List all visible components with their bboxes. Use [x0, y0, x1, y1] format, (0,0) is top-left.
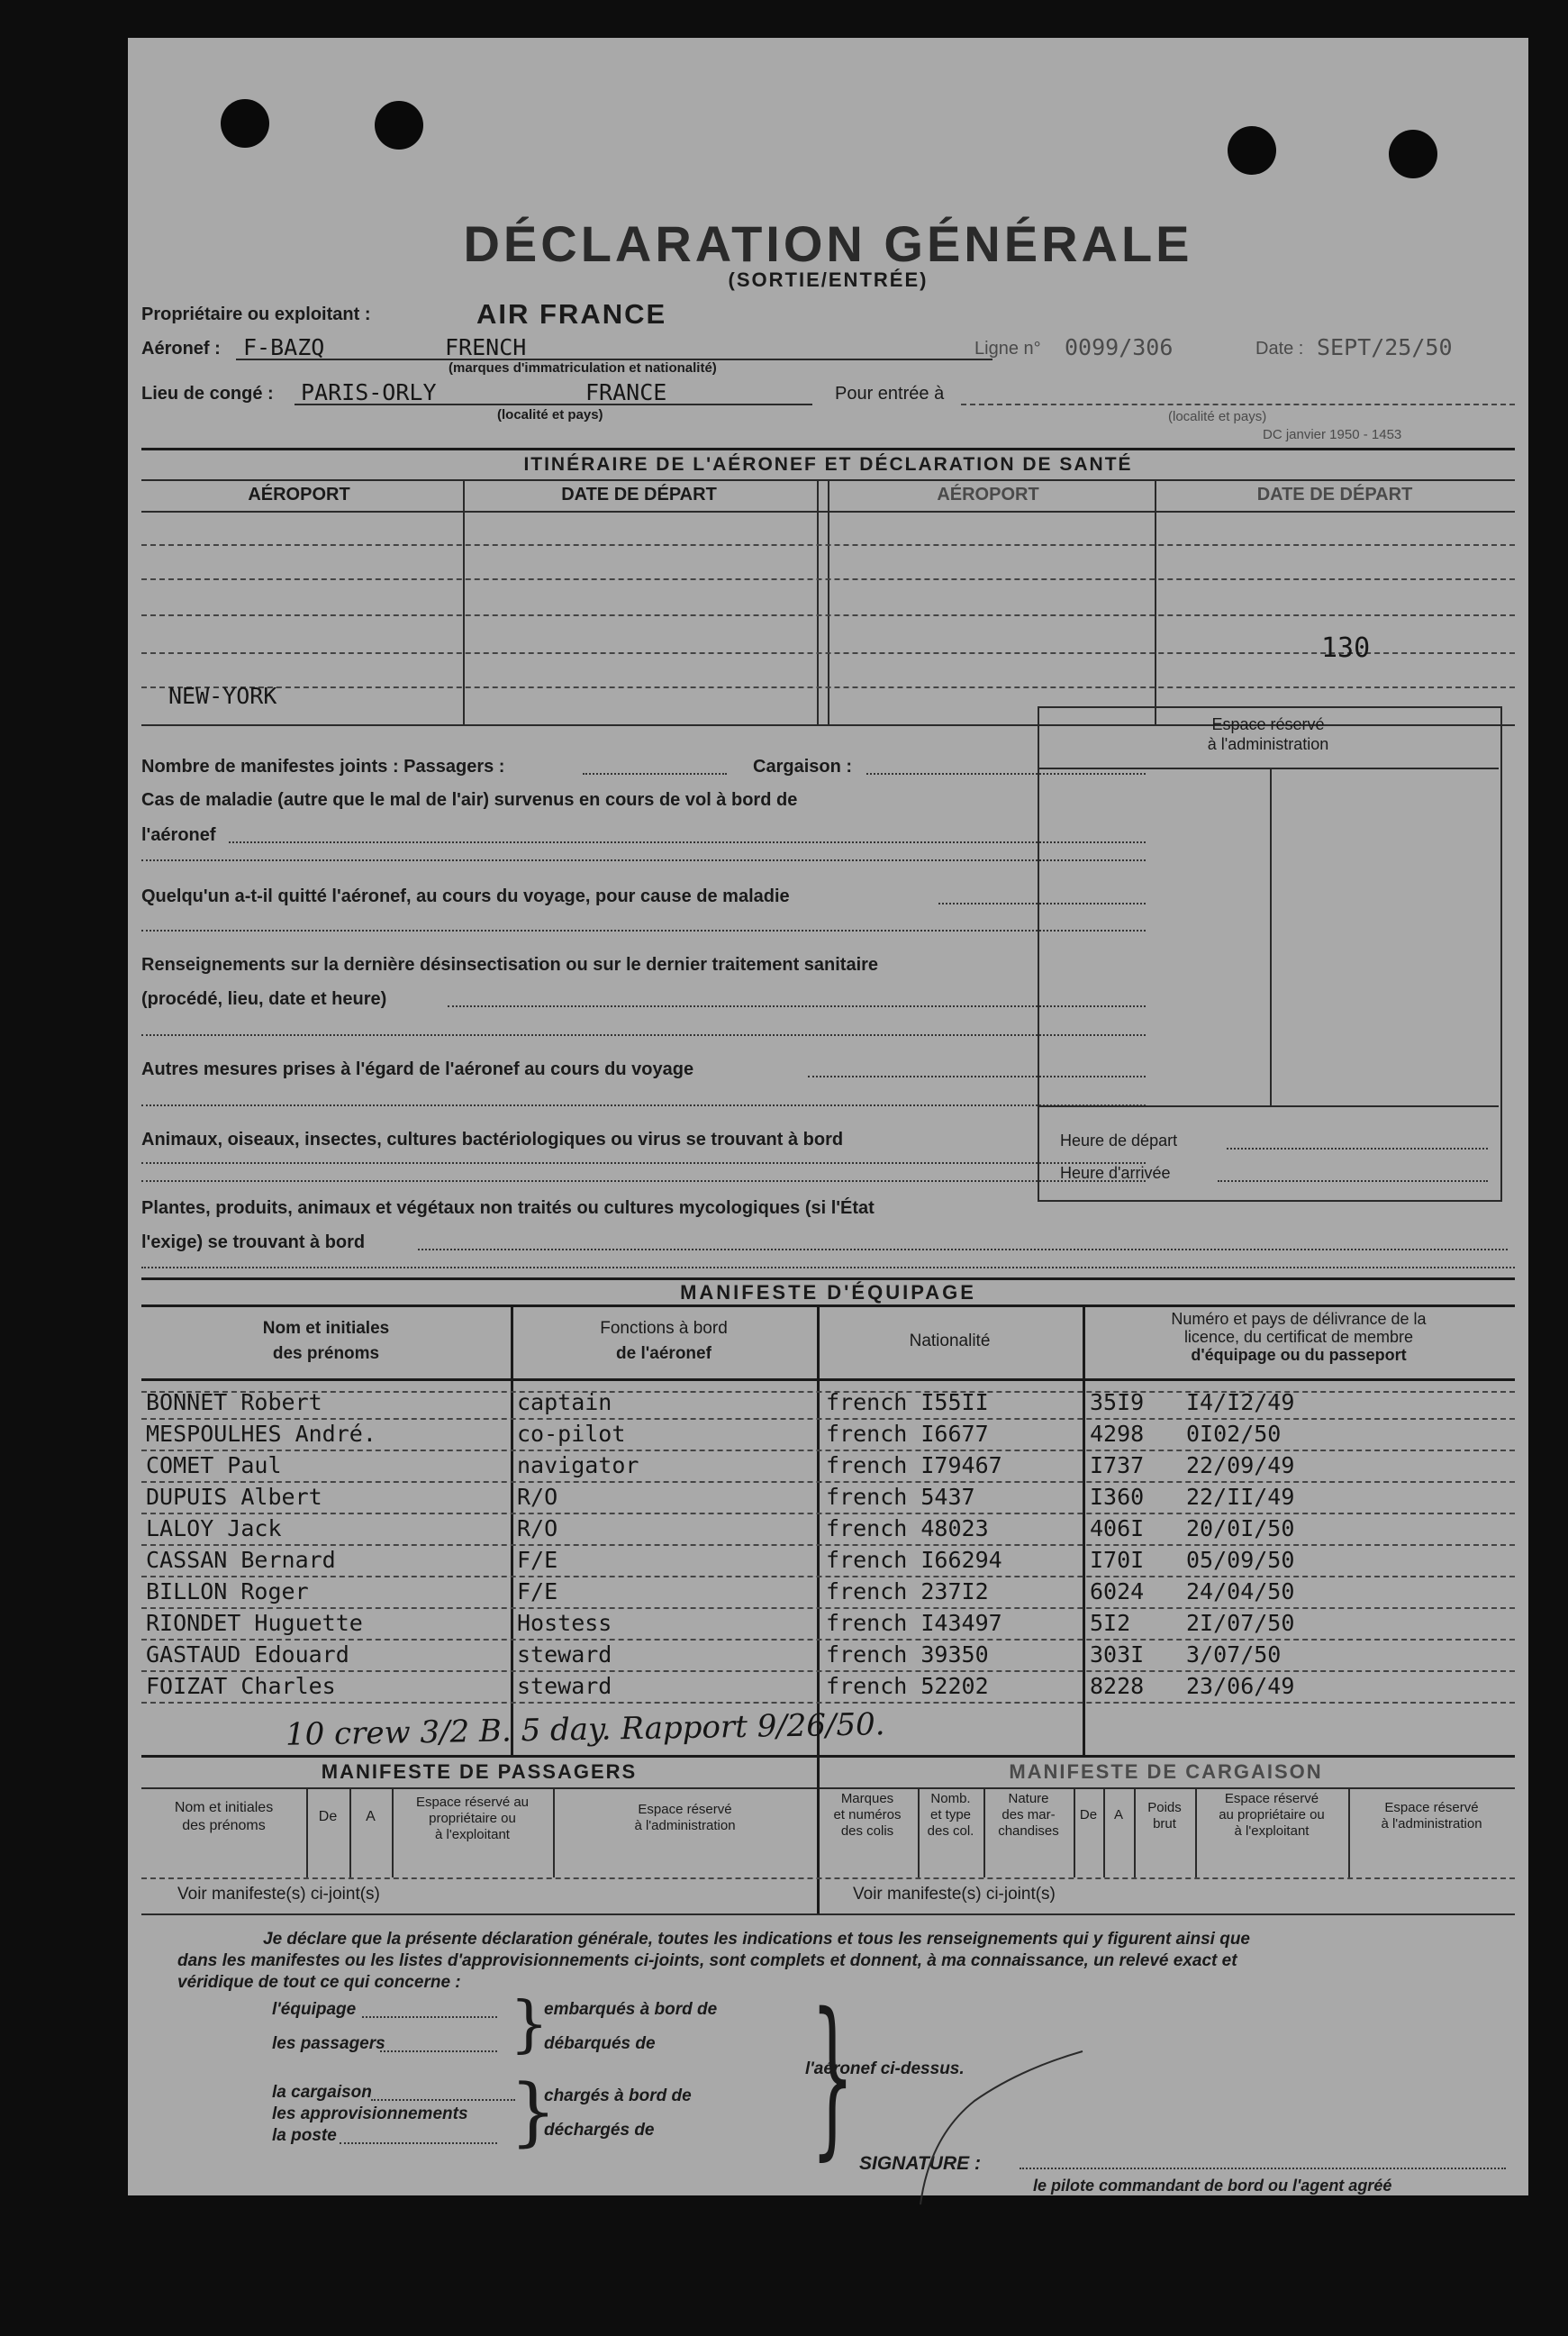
- cargo-h-to: A: [1113, 1807, 1123, 1822]
- crew-function: R/O: [517, 1515, 558, 1541]
- pax-h-admin-a: Espace réservé: [638, 1802, 732, 1817]
- crew-name: MESPOULHES André.: [146, 1421, 376, 1447]
- cargo-h-from: De: [1079, 1807, 1098, 1822]
- cargo-h-count-b: et type: [929, 1807, 972, 1822]
- place-note: (localité et pays): [497, 407, 603, 423]
- pax-h-name-b: des prénoms: [182, 1818, 266, 1833]
- aircraft-nationality: FRENCH: [445, 334, 527, 360]
- crew-license-number: 6024: [1090, 1578, 1145, 1604]
- health-q6b: l'exige) se trouvant à bord: [141, 1232, 366, 1252]
- itinerary-number: 130: [1321, 632, 1371, 664]
- crew-nationality: french I79467: [826, 1452, 1002, 1478]
- crew-row-rule: [141, 1670, 1515, 1672]
- crew-license-date: 23/06/49: [1186, 1673, 1295, 1699]
- crew-nationality: french I43497: [826, 1610, 1002, 1636]
- itinerary-destination: NEW-YORK: [168, 683, 277, 709]
- crew-license-date: 0I02/50: [1186, 1421, 1282, 1447]
- crew-h-num-c: d'équipage ou du passeport: [1191, 1346, 1407, 1364]
- cargo-label: Cargaison :: [753, 757, 853, 777]
- crew-row-rule: [141, 1481, 1515, 1483]
- health-q2: Quelqu'un a-t-il quitté l'aéronef, au cours du voyage, pour cause de maladie: [141, 886, 790, 906]
- itinerary-title: ITINÉRAIRE DE L'AÉRONEF ET DÉCLARATION DE SANTÉ: [523, 454, 1133, 475]
- cargo-h-nature-c: chandises: [998, 1823, 1059, 1839]
- cargo-h-count-a: Nomb.: [930, 1791, 971, 1806]
- place-label: Lieu de congé :: [141, 384, 274, 404]
- crew-license-number: 303I: [1090, 1641, 1145, 1668]
- cargo-h-admin-a: Espace réservé: [1384, 1800, 1479, 1815]
- cargo-h-marks-b: et numéros: [833, 1807, 902, 1822]
- crew-function: F/E: [517, 1578, 558, 1604]
- health-q1b: l'aéronef: [141, 825, 216, 845]
- line-value: 0099/306: [1065, 334, 1174, 360]
- pax-see-manifest: Voir manifeste(s) ci-joint(s): [177, 1885, 380, 1904]
- line-label: Ligne n°: [974, 339, 1041, 359]
- cargo-h-owner-a: Espace réservé: [1224, 1791, 1319, 1806]
- declaration-line-3: véridique de tout ce qui concerne :: [177, 1973, 461, 1992]
- aircraft-note: (marques d'immatriculation et nationalité): [449, 360, 717, 376]
- cargo-h-owner-b: au propriétaire ou: [1219, 1807, 1325, 1822]
- crew-function: R/O: [517, 1484, 558, 1510]
- cargo-h-weight-b: brut: [1153, 1816, 1176, 1832]
- crew-h-func-a: Fonctions à bord: [600, 1319, 728, 1338]
- crew-function: navigator: [517, 1452, 639, 1478]
- pax-h-owner-a: Espace réservé au: [415, 1795, 530, 1810]
- pax-h-admin-b: à l'administration: [634, 1818, 736, 1833]
- signature-label: SIGNATURE :: [859, 2153, 981, 2174]
- pax-h-owner-b: propriétaire ou: [429, 1811, 516, 1826]
- owner-value: AIR FRANCE: [476, 298, 667, 330]
- page-subtitle: (SORTIE/ENTRÉE): [728, 268, 929, 291]
- crew-h-name-b: des prénoms: [272, 1344, 380, 1363]
- admin-title-1: Espace réservé: [1211, 715, 1325, 733]
- crew-h-num-a: Numéro et pays de délivrance de la: [1171, 1310, 1427, 1328]
- cargo-see-manifest: Voir manifeste(s) ci-joint(s): [853, 1885, 1056, 1904]
- crew-function: steward: [517, 1641, 612, 1668]
- crew-name: LALOY Jack: [146, 1515, 282, 1541]
- crew-name: CASSAN Bernard: [146, 1547, 336, 1573]
- crew-license-date: 22/09/49: [1186, 1452, 1295, 1478]
- owner-label: Propriétaire ou exploitant :: [141, 304, 371, 324]
- decl-mail: la poste: [272, 2126, 337, 2145]
- itinerary-col-airport-2: AÉROPORT: [937, 485, 1039, 504]
- crew-name: BONNET Robert: [146, 1389, 322, 1415]
- crew-name: FOIZAT Charles: [146, 1673, 336, 1699]
- crew-license-number: 8228: [1090, 1673, 1145, 1699]
- crew-nationality: french I55II: [826, 1389, 989, 1415]
- crew-name: DUPUIS Albert: [146, 1484, 322, 1510]
- date-label: Date :: [1255, 339, 1304, 359]
- crew-license-date: 05/09/50: [1186, 1547, 1295, 1573]
- health-q1a: Cas de maladie (autre que le mal de l'air) survenus en cours de vol à bord de: [141, 790, 798, 810]
- crew-title: MANIFESTE D'ÉQUIPAGE: [680, 1281, 976, 1304]
- signature-note: le pilote commandant de bord ou l'agent agréé: [1033, 2177, 1392, 2195]
- health-q3a: Renseignements sur la dernière désinsectisation ou sur le dernier traitement sanitaire: [141, 955, 879, 975]
- admin-title-2: à l'administration: [1207, 735, 1329, 753]
- cargo-h-admin-b: à l'administration: [1381, 1816, 1482, 1832]
- cargo-h-marks-c: des colis: [840, 1823, 894, 1839]
- decree-note: DC janvier 1950 - 1453: [1263, 427, 1402, 442]
- crew-name: GASTAUD Edouard: [146, 1641, 349, 1668]
- crew-license-number: I70I: [1090, 1547, 1145, 1573]
- crew-license-number: 406I: [1090, 1515, 1145, 1541]
- crew-row-rule: [141, 1450, 1515, 1451]
- health-q4: Autres mesures prises à l'égard de l'aéronef au cours du voyage: [141, 1059, 694, 1079]
- decl-crew: l'équipage: [272, 2000, 357, 2019]
- brace-left-top: }: [510, 1989, 549, 2060]
- crew-row-rule: [141, 1513, 1515, 1514]
- decl-aircraft: l'aéronef ci-dessus.: [805, 2059, 965, 2078]
- cargo-h-nature-b: des mar-: [1002, 1807, 1056, 1822]
- cargo-h-owner-c: à l'exploitant: [1234, 1823, 1310, 1839]
- health-q6a: Plantes, produits, animaux et végétaux non traités ou cultures mycologiques (si l'État: [141, 1198, 875, 1218]
- crew-h-nat: Nationalité: [909, 1332, 991, 1350]
- itinerary-col-date-2: DATE DE DÉPART: [1256, 485, 1413, 504]
- place-value: PARIS-ORLY: [301, 379, 437, 405]
- crew-license-date: 22/II/49: [1186, 1484, 1295, 1510]
- crew-license-date: 24/04/50: [1186, 1578, 1295, 1604]
- crew-h-func-b: de l'aéronef: [616, 1344, 711, 1363]
- crew-nationality: french 52202: [826, 1673, 989, 1699]
- crew-license-date: 3/07/50: [1186, 1641, 1282, 1668]
- crew-row-rule: [141, 1702, 1515, 1704]
- cargo-h-count-c: des col.: [927, 1823, 974, 1839]
- crew-function: Hostess: [517, 1610, 612, 1636]
- crew-nationality: french I6677: [826, 1421, 989, 1447]
- crew-license-date: 20/0I/50: [1186, 1515, 1295, 1541]
- decl-passengers: les passagers: [272, 2034, 385, 2053]
- health-q5: Animaux, oiseaux, insectes, cultures bactériologiques ou virus se trouvant à bord: [141, 1130, 844, 1150]
- crew-row-rule: [141, 1544, 1515, 1546]
- manifests-label: Nombre de manifestes joints : Passagers :: [141, 757, 505, 777]
- passenger-title: MANIFESTE DE PASSAGERS: [321, 1760, 638, 1783]
- crew-function: co-pilot: [517, 1421, 626, 1447]
- crew-nationality: french I66294: [826, 1547, 1002, 1573]
- crew-license-number: I737: [1090, 1452, 1145, 1478]
- crew-h-num-b: licence, du certificat de membre: [1183, 1328, 1414, 1346]
- crew-nationality: french 39350: [826, 1641, 989, 1668]
- crew-function: captain: [517, 1389, 612, 1415]
- crew-name: BILLON Roger: [146, 1578, 309, 1604]
- itinerary-col-date: DATE DE DÉPART: [561, 485, 717, 504]
- punch-hole: [221, 99, 269, 148]
- aircraft-value: F-BAZQ: [243, 334, 325, 360]
- place-country: FRANCE: [585, 379, 667, 405]
- entry-label: Pour entrée à: [835, 384, 945, 404]
- pax-h-owner-c: à l'exploitant: [435, 1827, 510, 1842]
- punch-hole: [1389, 130, 1437, 178]
- crew-nationality: french 48023: [826, 1515, 989, 1541]
- page-title: DÉCLARATION GÉNÉRALE: [463, 215, 1193, 272]
- declaration-line-1: Je déclare que la présente déclaration générale, toutes les indications et tous les renseignements qui y figurent ainsi que: [263, 1930, 1250, 1949]
- crew-nationality: french 5437: [826, 1484, 975, 1510]
- crew-function: steward: [517, 1673, 612, 1699]
- crew-row-rule: [141, 1639, 1515, 1641]
- health-q3b: (procédé, lieu, date et heure): [141, 989, 387, 1009]
- cargo-h-nature-a: Nature: [1008, 1791, 1049, 1806]
- pen-stroke: [911, 2047, 1119, 2209]
- crew-h-name-a: Nom et initiales: [262, 1319, 390, 1338]
- cargo-h-marks-a: Marques: [840, 1791, 894, 1806]
- crew-name: RIONDET Huguette: [146, 1610, 363, 1636]
- date-value: SEPT/25/50: [1317, 334, 1453, 360]
- decl-cargo: la cargaison: [272, 2083, 372, 2102]
- departure-time-label: Heure de départ: [1060, 1132, 1178, 1150]
- brace-left-bottom: }: [510, 2069, 557, 2155]
- crew-license-number: 35I9: [1090, 1389, 1145, 1415]
- crew-name: COMET Paul: [146, 1452, 282, 1478]
- crew-function: F/E: [517, 1547, 558, 1573]
- crew-row-rule: [141, 1418, 1515, 1420]
- crew-nationality: french 237I2: [826, 1578, 989, 1604]
- crew-row-rule: [141, 1576, 1515, 1577]
- pax-h-from: De: [318, 1809, 338, 1824]
- decl-disembarked: débarqués de: [544, 2034, 656, 2053]
- crew-license-number: I360: [1090, 1484, 1145, 1510]
- brace-right: }: [811, 1977, 855, 2176]
- declaration-line-2: dans les manifestes ou les listes d'approvisionnements ci-joints, sont complets et donnent, à ma connaissance, un relevé exact et: [177, 1951, 1237, 1970]
- cargo-h-weight-a: Poids: [1147, 1800, 1182, 1815]
- cargo-title: MANIFESTE DE CARGAISON: [1009, 1760, 1323, 1783]
- crew-license-number: 4298: [1090, 1421, 1145, 1447]
- itinerary-col-airport: AÉROPORT: [248, 485, 350, 504]
- decl-supplies: les approvisionnements: [272, 2104, 468, 2123]
- crew-license-number: 5I2: [1090, 1610, 1131, 1636]
- crew-handwritten-note: 10 crew 3/2 B. 5 day. Rapport 9/26/50.: [285, 1706, 885, 1753]
- aircraft-label: Aéronef :: [141, 339, 221, 359]
- punch-hole: [1228, 126, 1276, 175]
- decl-embarked: embarqués à bord de: [544, 2000, 718, 2019]
- entry-note: (localité et pays): [1168, 409, 1267, 424]
- document-sheet: [128, 38, 1528, 2195]
- pax-h-name-a: Nom et initiales: [174, 1800, 274, 1815]
- arrival-time-label: Heure d'arrivée: [1060, 1164, 1171, 1182]
- pax-h-to: A: [366, 1809, 376, 1824]
- crew-license-date: I4/I2/49: [1186, 1389, 1295, 1415]
- decl-unloaded: déchargés de: [544, 2121, 655, 2140]
- crew-license-date: 2I/07/50: [1186, 1610, 1295, 1636]
- punch-hole: [375, 101, 423, 150]
- decl-loaded: chargés à bord de: [544, 2086, 692, 2105]
- crew-row-rule: [141, 1607, 1515, 1609]
